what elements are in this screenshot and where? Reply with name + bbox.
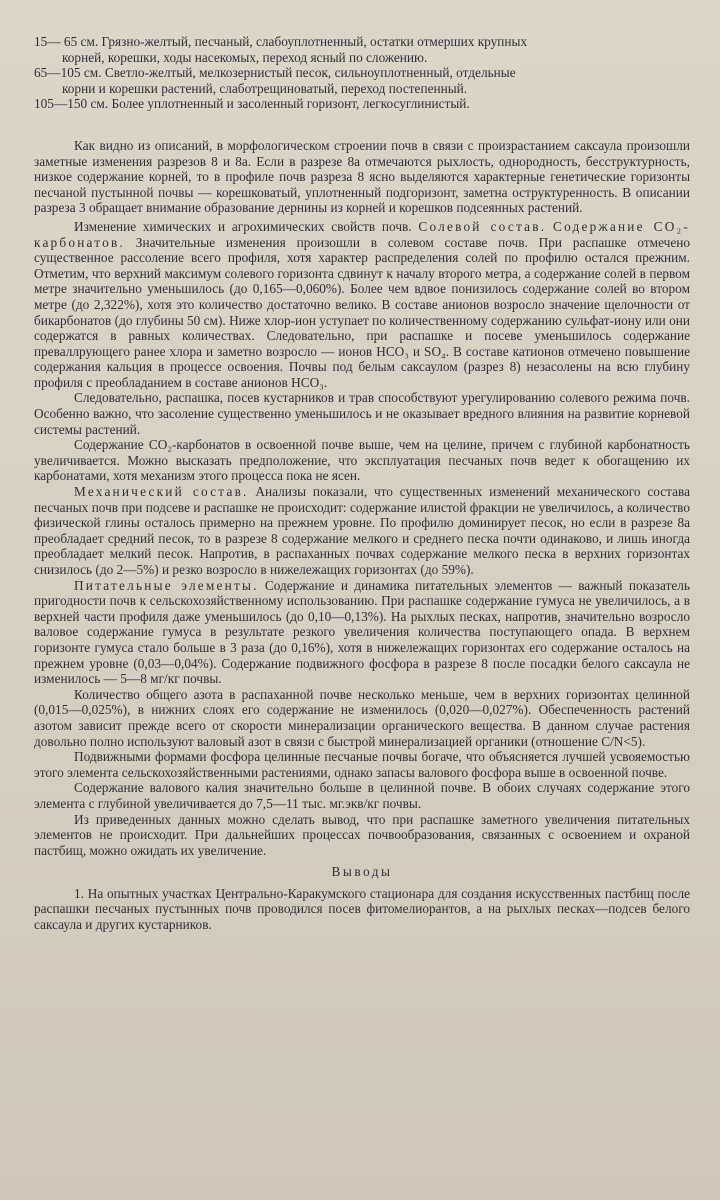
horizon-entry	[34, 96, 690, 112]
horizon-description-cont: корней, корешки, ходы насекомых, переход ясный по сложению.	[62, 49, 428, 65]
paragraph: Содержание валового калия значительно больше в целинной почве. В обоих случаях содержание этого элемента с глубиной увеличивается до 7,5—11 тыс. мг.экв/кг почвы.	[34, 780, 690, 811]
subsection-title: Солевой состав.	[418, 218, 547, 234]
paragraph: Содержание CO₂-карбонатов в освоенной почве выше, чем на целине, причем с глубиной карбонатность увеличивается. Можно высказать предположение, что эксплуатация песчаных почв ведет к обогащению их карбонатами, хотя механизм этого процесса пока не ясен.	[34, 437, 690, 484]
paragraph-text: Анализы показали, что существенных изменений механического состава песчаных почв при подсеве и распашке не происходит: содержание илистой фракции не увеличилось, а количество физической глины осталось примерно на прежнем уровне. По профилю доминирует песок, но если в разрезе 8а преобладает средний песок, то в разрезе 8 содержание мелкого и среднего песка почти одинаково, и лишь иногда преобладает мелкий песок. Напротив, в распаханных почвах содержание мелкого песка в верхних горизонтах снизилось (до 2—5%) и резко возросло в нижележащих горизонтах (до 59%).	[34, 484, 690, 577]
paragraph: Следовательно, распашка, посев кустарников и трав способствуют урегулированию солевого режима почв. Особенно важно, что засоление существенно уменьшилось и не оказывает вредного влияния на развитие корневой системы растений.	[34, 390, 690, 437]
paragraph: Количество общего азота в распаханной почве несколько меньше, чем в верхних горизонтах целинной (0,015—0,025%), в нижних слоях его содержание не изменилось (0,020—0,027%). Обеспеченность растений азотом зависит прежде всего от скорости минерализации органического вещества. В данном случае растения довольно полно используют валовый азот в связи с быстрой минерализацией органики (отношение C/N<5).	[34, 686, 690, 749]
paragraph-text: Значительные изменения произошли в солевом составе почв. При распашке отмечено существенное рассоление всего профиля, хотя характер распределения солей по профилю остался прежним. Отметим, что верхний максимум солевого горизонта сдвинут к началу второго метра, а содержание солей в первом метре значительно уменьшилось (до 0,165—0,060%). Более чем вдвое понизилось содержание солей во втором метре (до 2,322%), хотя это количество достаточно велико. В составе анионов возросло значение щелочности от бикарбонатов (до глубины 50 см). Ниже хлор-ион уступает по количественному содержанию сульфат-иону или они содержатся в равных количествах. Следовательно, при распашке и посеве уменьшилось содержание преваллрующего ранее хлора и заметно возросло — ионов HCO₃ и SO₄. В составе катионов отмечено повышение содержания кальция в процессе освоения. Почвы под белым саксаулом (разрез 8) незасолены на всю глубину профиля с преобладанием в составе анионов HCO₃.	[34, 234, 690, 390]
paragraph: Как видно из описаний, в морфологическом строении почв в связи с произрастанием саксаула произошли заметные изменения разрезов 8 и 8а. Если в разрезе 8а отмечаются рыхлость, однородность, бесструктурность, низкое содержание корней, то в профиле почв разреза 8 ясно выделяются характерные генетические горизонты песчаной пустынной почвы — корешковатый, уплотненный подгоризонт, заметна оструктуренность. В описании разреза 3 обращает внимание образование дернины из корней и корешков подсеянных растений.	[34, 137, 690, 216]
horizon-depth: 105—150 см.	[34, 96, 109, 112]
paragraph	[34, 219, 690, 391]
horizon-description: Светло-желтый, мелкозернистый песок, сильноуплотненный, отдельные	[104, 65, 516, 81]
horizon-depth: 65—105 см.	[34, 65, 102, 81]
horizon-description: Более уплотненный и засоленный горизонт, легкосуглинистый.	[111, 96, 470, 112]
subsection-title: Питательные элементы.	[74, 577, 259, 593]
paragraph	[34, 578, 690, 687]
section-heading: Выводы	[331, 864, 393, 880]
subsection-title: Содержание CO₂-карбонатов.	[34, 218, 690, 250]
section-lead: Изменение химических и агрохимических свойств почв.	[74, 218, 412, 234]
horizon-entry	[34, 65, 690, 96]
paragraph: Подвижными формами фосфора целинные песчаные почвы богаче, что объясняется лучшей усвояемостью этого элемента сельскохозяйственными растениями, однако запасы валового фосфора выше в освоенной почве.	[34, 749, 690, 780]
paragraph: 1. На опытных участках Центрально-Каракумского стационара для создания искусственных пастбищ после распашки песчаных пустынных почв проводился посев фитомелиорантов, а на рыхлых песках—подсев белого саксаула и других кустарников.	[34, 885, 690, 933]
horizon-description: Грязно-желтый, песчаный, слабоуплотненный, остатки отмерших крупных	[101, 34, 528, 49]
paragraph-text: Содержание и динамика питательных элементов — важный показатель пригодности почв к сельскохозяйственному использованию. При распашке содержание гумуса не увеличилось, а в верхней части профиля даже уменьшилось (до 0,10—0,13%). На рыхлых песках, напротив, значительно возросло валовое содержание гумуса в результате резкого увеличения количества поступающего опада. В верхнем горизонте гумуса стало больше в 3 раза (до 0,16%), хотя в нижележащих горизонтах его содержание осталось на прежнем уровне (0,03—0,04%). Содержание подвижного фосфора в разрезе 8 после посадки белого саксаула не изменилось — 5—8 мг/кг почвы.	[34, 577, 690, 687]
horizon-entry	[34, 34, 690, 65]
soil-horizon-list	[34, 34, 690, 112]
paragraph	[34, 484, 690, 578]
paragraph: Из приведенных данных можно сделать вывод, что при распашке заметного увеличения питательных элементов не происходит. При дальнейших процессах почвообразования, связанных с освоением и охраной пастбищ, можно ожидать их увеличение.	[34, 811, 690, 858]
horizon-depth: 15— 65 см.	[34, 34, 99, 49]
subsection-title: Механический состав.	[74, 484, 249, 500]
horizon-description-cont: корни и корешки растений, слаботрещиноватый, переход постепенный.	[62, 80, 468, 96]
